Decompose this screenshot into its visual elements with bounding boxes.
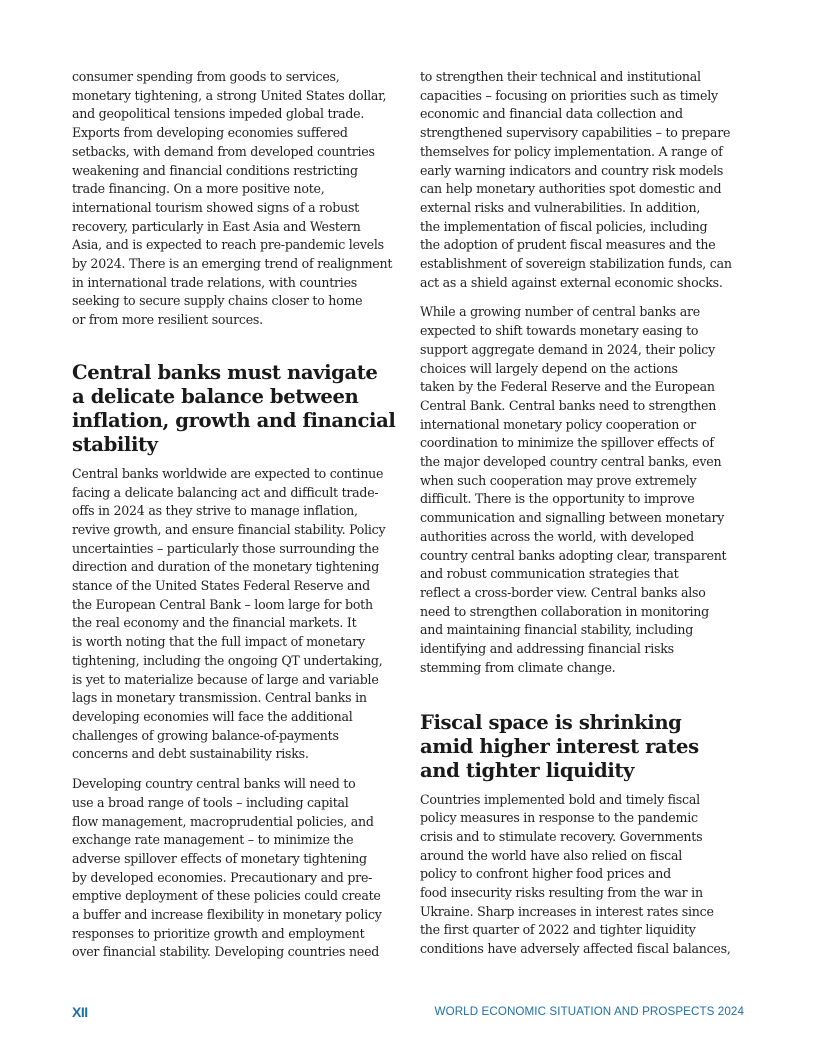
text-line: use a broad range of tools – including capital — [72, 794, 349, 810]
text-line: setbacks, with demand from developed countries — [72, 143, 375, 159]
text-line: tightening, including the ongoing QT undertaking, — [72, 652, 383, 668]
text-line: monetary tightening, a strong United States dollar, — [72, 87, 387, 103]
text-line: Central banks worldwide are expected to continue — [72, 465, 384, 481]
text-line: and robust communication strategies that — [420, 566, 679, 582]
text-line: Exports from developing economies suffered — [72, 125, 348, 141]
text-line: Fiscal space is shrinking — [420, 710, 682, 734]
text-line: concerns and debt sustainability risks. — [72, 746, 309, 762]
paragraph-monetary-easing — [420, 303, 750, 677]
right-column — [420, 68, 750, 970]
text-line: establishment of sovereign stabilization funds, can — [420, 256, 732, 272]
text-line: developing economies will face the additional — [72, 708, 353, 724]
text-line: direction and duration of the monetary tightening — [72, 559, 380, 575]
text-line: trade financing. On a more positive note, — [72, 181, 325, 197]
text-line: around the world have also relied on fiscal — [420, 847, 683, 863]
text-line: is worth noting that the full impact of monetary — [72, 634, 365, 650]
publication-title: WORLD ECONOMIC SITUATION AND PROSPECTS 2024 — [434, 1005, 744, 1018]
text-line: lags in monetary transmission. Central banks in — [72, 690, 367, 706]
text-line: when such cooperation may prove extremely — [420, 472, 697, 488]
text-line: international monetary policy cooperation or — [420, 416, 696, 432]
text-line: capacities – focusing on priorities such as timely — [420, 87, 718, 103]
text-line: adverse spillover effects of monetary tightening — [72, 850, 367, 866]
text-line: difficult. There is the opportunity to improve — [420, 491, 695, 507]
text-line: and tighter liquidity — [420, 758, 635, 782]
text-line: Central Bank. Central banks need to strengthen — [420, 397, 717, 413]
paragraph-developing-country-tools — [72, 775, 402, 962]
text-line: identifying and addressing financial risks — [420, 641, 674, 657]
text-line: international tourism showed signs of a robust — [72, 199, 359, 215]
text-line: flow management, macroprudential policies, and — [72, 813, 374, 829]
text-line: expected to shift towards monetary easing to — [420, 323, 699, 339]
text-line: the real economy and the financial markets. It — [72, 615, 357, 631]
text-line: by developed economies. Precautionary and pre- — [72, 869, 373, 885]
text-line: stability — [72, 432, 158, 456]
text-line: inflation, growth and financial — [72, 408, 396, 432]
text-line: Developing country central banks will need to — [72, 776, 356, 792]
text-line: strengthened supervisory capabilities – to prepare — [420, 125, 731, 141]
text-line: country central banks adopting clear, transparent — [420, 547, 727, 563]
left-column — [72, 68, 402, 973]
paragraph-fiscal-measures — [420, 791, 750, 959]
section-heading-fiscal-space — [420, 711, 750, 783]
text-line: policy to confront higher food prices and — [420, 866, 671, 882]
text-line: revive growth, and ensure financial stability. Policy — [72, 521, 386, 537]
text-line: external risks and vulnerabilities. In addition, — [420, 199, 701, 215]
text-line: the implementation of fiscal policies, including — [420, 218, 708, 234]
text-line: economic and financial data collection and — [420, 106, 683, 122]
text-line: Countries implemented bold and timely fiscal — [420, 791, 700, 807]
page-footer — [72, 1004, 744, 1022]
section-heading-central-banks — [72, 361, 402, 457]
text-line: recovery, particularly in East Asia and Western — [72, 218, 361, 234]
text-line: the major developed country central banks, even — [420, 454, 722, 470]
text-line: themselves for policy implementation. A range of — [420, 143, 723, 159]
text-line: or from more resilient sources. — [72, 312, 263, 328]
text-line: the European Central Bank – loom large for both — [72, 596, 373, 612]
text-line: conditions have adversely affected fiscal balances, — [420, 941, 731, 957]
text-line: Central banks must navigate — [72, 360, 378, 384]
text-line: exchange rate management – to minimize the — [72, 832, 354, 848]
text-line: authorities across the world, with developed — [420, 528, 694, 544]
text-line: communication and signalling between monetary — [420, 510, 725, 526]
text-line: and maintaining financial stability, including — [420, 622, 694, 638]
text-line: need to strengthen collaboration in monitoring — [420, 603, 709, 619]
text-line: choices will largely depend on the actions — [420, 360, 678, 376]
text-line: taken by the Federal Reserve and the European — [420, 379, 715, 395]
text-line: in international trade relations, with countries — [72, 274, 357, 290]
text-line: to strengthen their technical and institutional — [420, 69, 701, 84]
text-line: crisis and to stimulate recovery. Governments — [420, 828, 703, 844]
text-line: consumer spending from goods to services, — [72, 69, 340, 84]
text-line: the first quarter of 2022 and tighter liquidity — [420, 922, 696, 938]
text-line: can help monetary authorities spot domestic and — [420, 181, 722, 197]
text-line: Ukraine. Sharp increases in interest rates since — [420, 903, 714, 919]
text-line: Asia, and is expected to reach pre-pandemic levels — [72, 237, 384, 253]
text-line: weakening and financial conditions restricting — [72, 162, 358, 178]
text-line: reflect a cross-border view. Central banks also — [420, 584, 706, 600]
text-line: food insecurity risks resulting from the war in — [420, 885, 703, 901]
text-line: coordination to minimize the spillover effects of — [420, 435, 714, 451]
text-line: facing a delicate balancing act and difficult trade- — [72, 484, 379, 500]
text-line: While a growing number of central banks are — [420, 304, 700, 320]
text-line: offs in 2024 as they strive to manage inflation, — [72, 503, 358, 519]
text-line: challenges of growing balance-of-payments — [72, 727, 339, 743]
text-line: the adoption of prudent fiscal measures and the — [420, 237, 716, 253]
paragraph-trade — [72, 68, 402, 330]
text-line: is yet to materialize because of large and variable — [72, 671, 379, 687]
paragraph-central-banks-balancing — [72, 465, 402, 764]
text-line: early warning indicators and country risk models — [420, 162, 724, 178]
paragraph-capacities — [420, 68, 750, 292]
text-line: policy measures in response to the pandemic — [420, 810, 698, 826]
text-line: stance of the United States Federal Reserve and — [72, 578, 370, 594]
text-line: amid higher interest rates — [420, 734, 699, 758]
text-line: stemming from climate change. — [420, 659, 616, 675]
text-line: over financial stability. Developing countries need — [72, 944, 380, 960]
text-line: responses to prioritize growth and employment — [72, 925, 365, 941]
text-line: act as a shield against external economic shocks. — [420, 274, 723, 290]
text-line: uncertainties – particularly those surrounding the — [72, 540, 379, 556]
text-line: emptive deployment of these policies could create — [72, 888, 381, 904]
text-line: by 2024. There is an emerging trend of realignment — [72, 256, 393, 272]
text-line: and geopolitical tensions impeded global trade. — [72, 106, 365, 122]
text-line: seeking to secure supply chains closer to home — [72, 293, 363, 309]
page-number: XII — [72, 1004, 88, 1020]
text-line: a buffer and increase flexibility in monetary policy — [72, 907, 382, 923]
text-line: a delicate balance between — [72, 384, 359, 408]
text-line: support aggregate demand in 2024, their policy — [420, 341, 715, 357]
